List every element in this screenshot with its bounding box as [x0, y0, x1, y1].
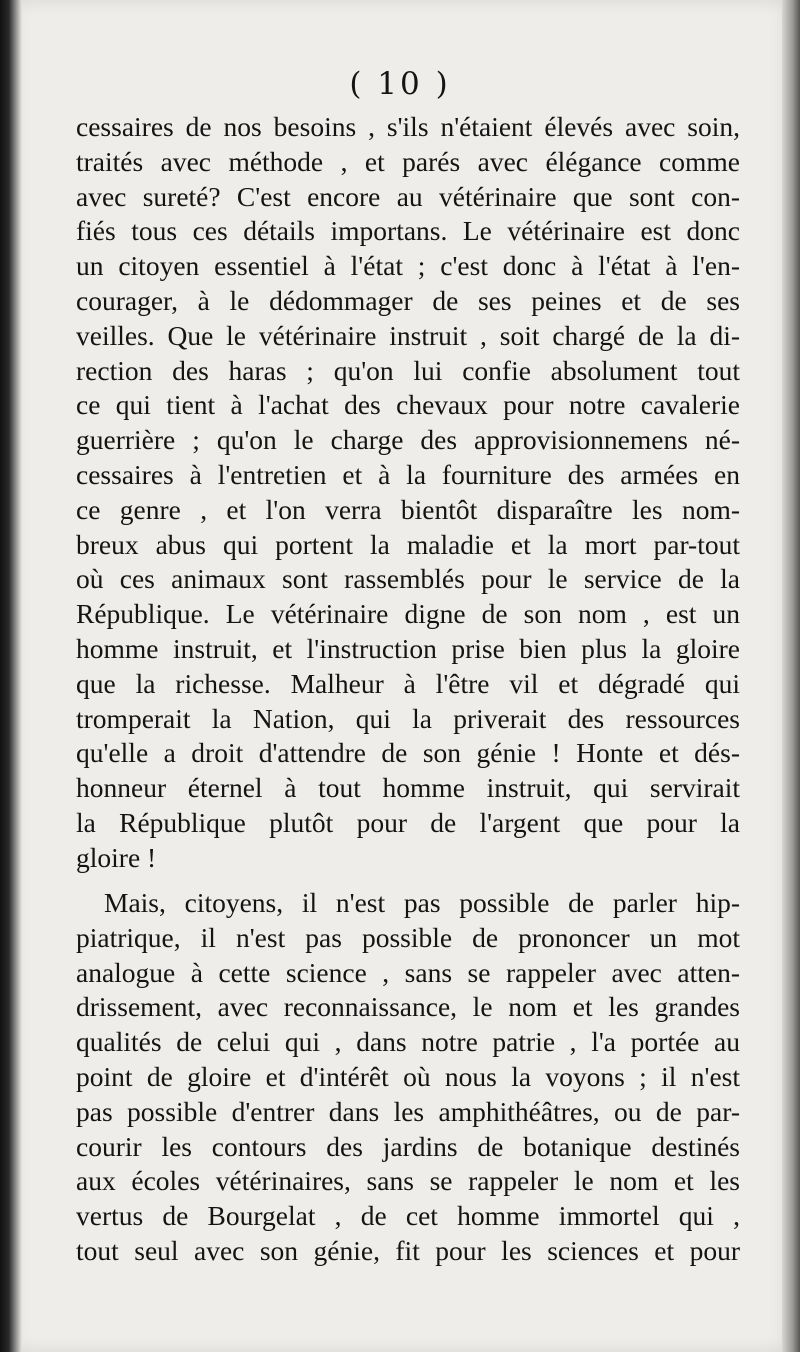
text-line: tromperait la Nation, qui la priverait des ressources — [76, 702, 740, 734]
text-line: cessaires de nos besoins , s'ils n'étaient élevés avec soin, — [76, 111, 740, 142]
text-line: pas possible d'entrer dans les amphithéâtres, ou de par- — [76, 1095, 740, 1127]
text-line: ce genre , et l'on verra bientôt disparaître les nom- — [76, 493, 740, 525]
text-line: Mais, citoyens, il n'est pas possible de parler hip- — [104, 887, 740, 918]
text-line: courager, à le dédommager de ses peines et de ses — [76, 284, 740, 316]
text-line: piatrique, il n'est pas possible de prononcer un mot — [76, 921, 740, 953]
text-line: que la richesse. Malheur à l'être vil et dégradé qui — [76, 667, 740, 699]
text-line: traités avec méthode , et parés avec élégance comme — [76, 145, 740, 177]
text-line: avec sureté? C'est encore au vétérinaire que sont con- — [76, 180, 740, 212]
text-line: homme instruit, et l'instruction prise bien plus la gloire — [76, 632, 740, 664]
text-line: gloire ! — [76, 841, 157, 873]
text-line: honneur éternel à tout homme instruit, qui servirait — [76, 772, 740, 804]
text-line: la République plutôt pour de l'argent que pour la — [76, 806, 740, 838]
text-line: veilles. Que le vétérinaire instruit , soit chargé de la di- — [76, 319, 740, 351]
text-line: breux abus qui portent la maladie et la mort par-tout — [76, 528, 740, 560]
text-line: point de gloire et d'intérêt où nous la voyons ; il n'est — [76, 1060, 740, 1092]
paragraph-1 — [76, 110, 740, 876]
text-line: cessaires à l'entretien et à la fourniture des armées en — [76, 458, 740, 490]
text-line: aux écoles vétérinaires, sans se rappeler le nom et les — [76, 1165, 740, 1197]
page-number: ( 10 ) — [349, 66, 451, 102]
text-line: qu'elle a droit d'attendre de son génie ! Honte et dés- — [76, 737, 740, 769]
text-line: fiés tous ces détails importans. Le vétérinaire est donc — [76, 215, 740, 247]
text-line: ce qui tient à l'achat des chevaux pour notre cavalerie — [76, 389, 740, 421]
text-line: vertus de Bourgelat , de cet homme immortel qui , — [76, 1200, 740, 1232]
text-line: rection des haras ; qu'on lui confie absolument tout — [76, 354, 740, 386]
page-edge — [782, 0, 800, 1352]
text-line: drissement, avec reconnaissance, le nom et les grandes — [76, 991, 740, 1023]
text-line: un citoyen essentiel à l'état ; c'est donc à l'état à l'en- — [76, 250, 740, 282]
text-line: où ces animaux sont rassemblés pour le service de la — [76, 563, 740, 595]
paragraph-2 — [76, 886, 740, 1269]
text-line: guerrière ; qu'on le charge des approvisionnemens né- — [76, 424, 740, 456]
text-line: analogue à cette science , sans se rappeler avec atten- — [76, 956, 740, 988]
binding-shadow — [0, 0, 22, 1352]
text-line: qualités de celui qui , dans notre patrie , l'a portée au — [76, 1026, 740, 1058]
text-line: tout seul avec son génie, fit pour les sciences et pour — [76, 1234, 740, 1266]
text-line: courir les contours des jardins de botanique destinés — [76, 1130, 740, 1162]
text-line: République. Le vétérinaire digne de son nom , est un — [76, 598, 740, 630]
